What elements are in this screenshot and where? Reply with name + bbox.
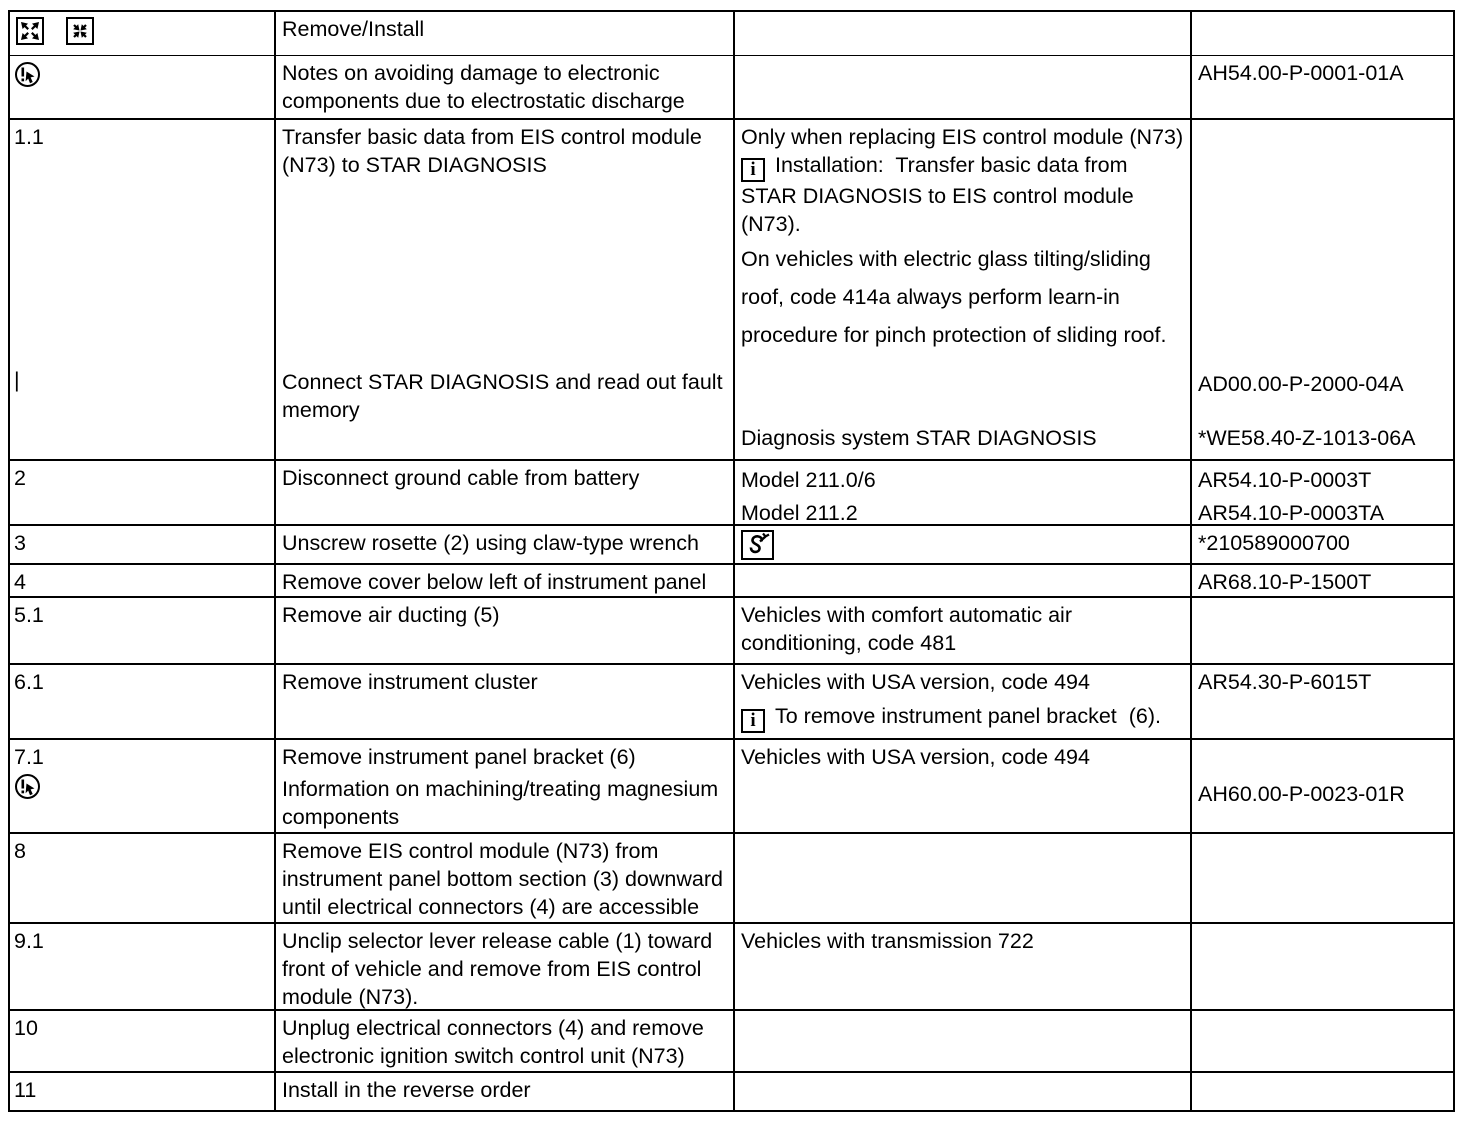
step-number: 9.1 bbox=[14, 929, 44, 953]
condition-cell bbox=[733, 924, 1190, 1009]
condition-text: Vehicles with comfort automatic air conditioning, code 481 bbox=[741, 603, 1078, 655]
doc-ref-link[interactable]: *210589000700 bbox=[1198, 531, 1350, 555]
procedure-cell bbox=[274, 56, 733, 118]
procedure-text: Remove EIS control module (N73) from instrument panel bottom section (3) downward until electrical connectors (4) are accessible bbox=[282, 839, 729, 919]
step-number: 4 bbox=[14, 570, 26, 594]
procedure-text: Connect STAR DIAGNOSIS and read out fault memory bbox=[282, 370, 729, 422]
procedure-cell bbox=[274, 834, 733, 922]
info-icon: i bbox=[741, 709, 765, 733]
ref-cell bbox=[1190, 56, 1453, 118]
expand-icon[interactable] bbox=[16, 17, 44, 45]
procedure-text: Install in the reverse order bbox=[282, 1078, 531, 1102]
step-cell bbox=[10, 461, 274, 524]
procedure-cell bbox=[274, 924, 733, 1009]
table-row-2 bbox=[10, 459, 1453, 524]
doc-ref-link[interactable]: AR54.30-P-6015T bbox=[1198, 670, 1372, 694]
condition-cell bbox=[733, 461, 1190, 524]
condition-cell bbox=[733, 740, 1190, 832]
table-row-5-1 bbox=[10, 596, 1453, 663]
procedure-cell bbox=[274, 740, 733, 832]
special-tool-icon bbox=[741, 530, 774, 560]
condition-text: Vehicles with transmission 722 bbox=[741, 929, 1034, 953]
procedure-text: Information on machining/treating magnesium components bbox=[282, 777, 725, 829]
condition-text: Only when replacing EIS control module (N73) bbox=[741, 125, 1184, 149]
step-number: 7.1 bbox=[14, 745, 44, 769]
table-row-3 bbox=[10, 524, 1453, 563]
step-cell bbox=[10, 1011, 274, 1071]
doc-ref-link[interactable]: AR68.10-P-1500T bbox=[1198, 570, 1372, 594]
table-row-10 bbox=[10, 1009, 1453, 1071]
condition-text: Model 211.2 bbox=[741, 501, 858, 524]
condition-text: Vehicles with USA version, code 494 bbox=[741, 670, 1090, 694]
step-number: 11 bbox=[14, 1078, 37, 1102]
table-row-11 bbox=[10, 1071, 1453, 1110]
procedure-cell bbox=[274, 1011, 733, 1071]
step-number: 10 bbox=[14, 1016, 38, 1040]
note-text: To remove instrument panel bracket (6). bbox=[775, 704, 1161, 728]
condition-text: On vehicles with electric glass tilting/sliding roof, code 414a always perform learn-in procedure for pinch protection of sliding roof. bbox=[741, 247, 1167, 347]
step-cell bbox=[10, 565, 274, 596]
ref-cell bbox=[1190, 740, 1453, 832]
step-number: 1.1 bbox=[14, 125, 44, 149]
doc-ref-link[interactable]: AH54.00-P-0001-01A bbox=[1198, 61, 1404, 85]
note-text: Installation: Transfer basic data from STAR DIAGNOSIS to EIS control module (N73). bbox=[741, 153, 1134, 236]
magnesium-warning-icon[interactable] bbox=[14, 773, 41, 800]
condition-text: Model 211.0/6 bbox=[741, 468, 876, 492]
step-number: 2 bbox=[14, 466, 26, 490]
table-row-8 bbox=[10, 832, 1453, 922]
procedure-text: Remove cover below left of instrument panel bbox=[282, 570, 707, 594]
ref-cell bbox=[1190, 665, 1453, 738]
condition-text: Vehicles with USA version, code 494 bbox=[741, 745, 1090, 769]
table-row-header bbox=[10, 12, 1453, 55]
table-row-9-1 bbox=[10, 922, 1453, 1009]
step-cell bbox=[10, 598, 274, 663]
step-number: 6.1 bbox=[14, 670, 44, 694]
condition-cell bbox=[733, 665, 1190, 738]
step-number: 5.1 bbox=[14, 603, 44, 627]
procedure-text: Remove air ducting (5) bbox=[282, 603, 500, 627]
table-row-1-1 bbox=[10, 118, 1453, 459]
step-cell bbox=[10, 12, 274, 55]
ref-cell bbox=[1190, 526, 1453, 563]
condition-cell bbox=[733, 526, 1190, 563]
info-icon: i bbox=[741, 158, 765, 182]
procedure-cell bbox=[274, 12, 733, 55]
procedure-cell bbox=[274, 461, 733, 524]
procedure-text: Transfer basic data from EIS control module (N73) to STAR DIAGNOSIS bbox=[282, 125, 708, 177]
table-row-4 bbox=[10, 563, 1453, 596]
step-cell bbox=[10, 526, 274, 563]
installation-note bbox=[741, 151, 1186, 238]
step-cell bbox=[10, 120, 274, 459]
procedure-cell bbox=[274, 1073, 733, 1110]
ref-cell bbox=[1190, 461, 1453, 524]
procedure-cell bbox=[274, 565, 733, 596]
procedure-text: Disconnect ground cable from battery bbox=[282, 466, 640, 490]
step-number: 3 bbox=[14, 531, 26, 555]
doc-ref-link[interactable]: AD00.00-P-2000-04A bbox=[1198, 372, 1404, 396]
doc-ref-link[interactable]: *WE58.40-Z-1013-06A bbox=[1198, 426, 1416, 450]
sub-step-marker: | bbox=[14, 368, 20, 392]
procedure-table bbox=[8, 10, 1455, 1112]
section-title: Remove/Install bbox=[282, 17, 425, 41]
step-number: 8 bbox=[14, 839, 26, 863]
table-row-esd bbox=[10, 55, 1453, 118]
condition-cell bbox=[733, 120, 1190, 459]
ref-cell bbox=[1190, 120, 1453, 459]
procedure-text: Unclip selector lever release cable (1) toward front of vehicle and remove from EIS control module (N73). bbox=[282, 929, 719, 1009]
procedure-text: Remove instrument panel bracket (6) bbox=[282, 745, 636, 769]
procedure-text: Remove instrument cluster bbox=[282, 670, 538, 694]
collapse-icon[interactable] bbox=[66, 17, 94, 45]
table-row-6-1 bbox=[10, 663, 1453, 738]
step-cell bbox=[10, 740, 274, 832]
installation-note bbox=[741, 702, 1186, 733]
doc-ref-link[interactable]: AR54.10-P-0003T bbox=[1198, 468, 1372, 492]
ref-cell bbox=[1190, 565, 1453, 596]
step-cell bbox=[10, 924, 274, 1009]
step-cell bbox=[10, 834, 274, 922]
table-row-7-1 bbox=[10, 738, 1453, 832]
procedure-text: Unplug electrical connectors (4) and remove electronic ignition switch control unit (N73) bbox=[282, 1016, 710, 1068]
condition-text: Diagnosis system STAR DIAGNOSIS bbox=[741, 426, 1097, 450]
doc-ref-link[interactable]: AR54.10-P-0003TA bbox=[1198, 501, 1385, 524]
procedure-text: Unscrew rosette (2) using claw-type wrench bbox=[282, 531, 700, 555]
step-cell bbox=[10, 665, 274, 738]
procedure-cell bbox=[274, 665, 733, 738]
condition-cell bbox=[733, 598, 1190, 663]
esd-warning-icon[interactable] bbox=[14, 61, 41, 88]
doc-ref-link[interactable]: AH60.00-P-0023-01R bbox=[1198, 782, 1405, 806]
step-cell bbox=[10, 1073, 274, 1110]
procedure-text: Notes on avoiding damage to electronic components due to electrostatic discharge bbox=[282, 61, 685, 113]
procedure-cell bbox=[274, 526, 733, 563]
procedure-cell bbox=[274, 598, 733, 663]
procedure-cell bbox=[274, 120, 733, 459]
step-cell bbox=[10, 56, 274, 118]
